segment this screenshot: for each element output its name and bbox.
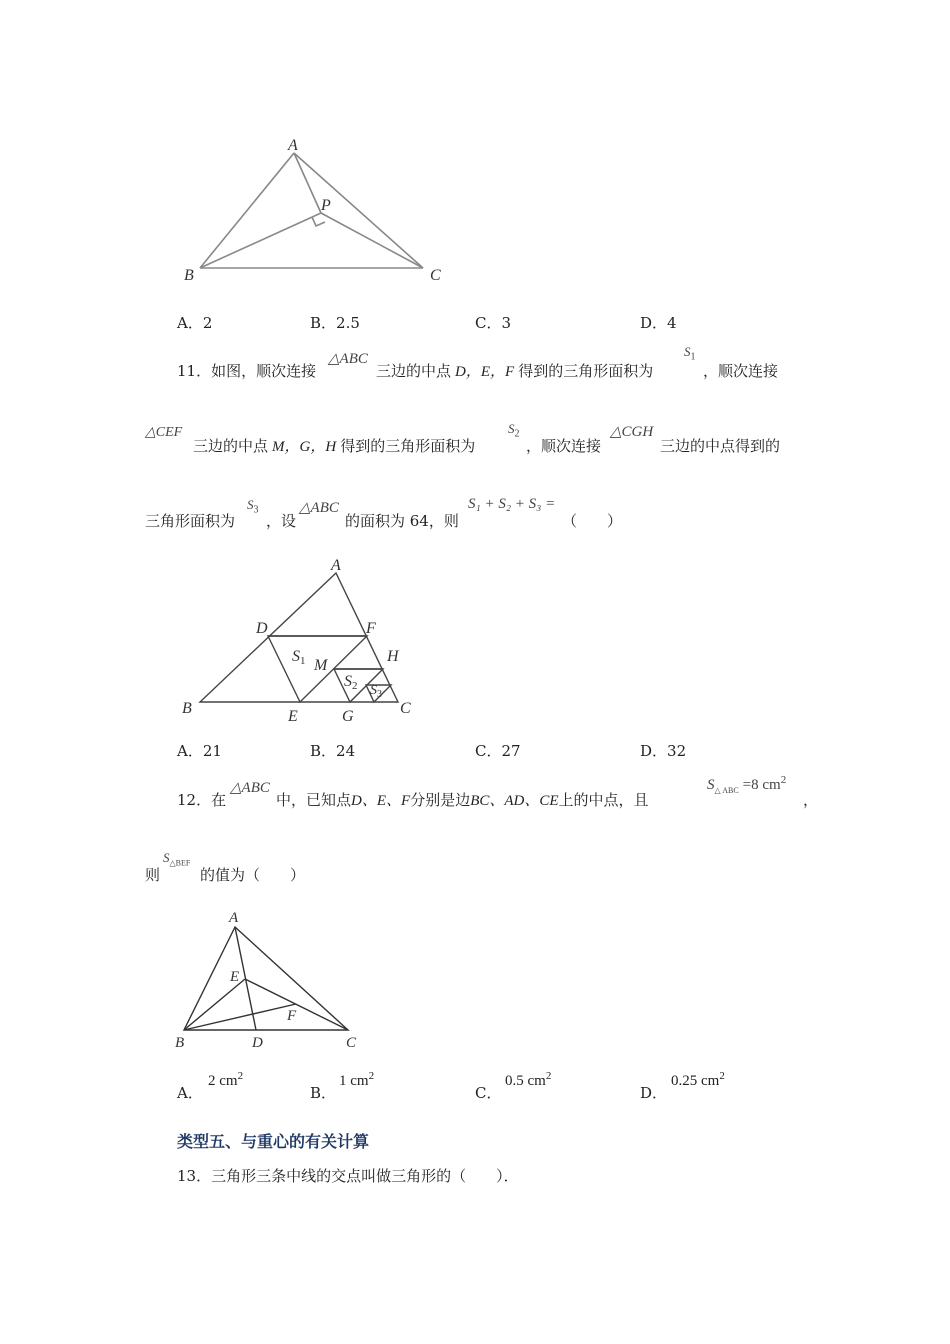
q12-option-d[interactable]: D． 0.25 $cm^2$ (640, 1070, 725, 1102)
q12-comma: ， (803, 791, 819, 809)
q12-line2-b: 的值为（ ） (200, 866, 306, 884)
fig12-label-A: A (229, 910, 239, 926)
q11-option-c[interactable]: C．27 (475, 742, 521, 760)
fig11-label-M: M (314, 657, 328, 674)
q11-tri-abc-2: △ABC (299, 500, 339, 516)
q11-paren: （ ） (562, 512, 623, 530)
q12-line2-a: 则 (145, 866, 161, 884)
q11-option-a[interactable]: A．21 (177, 742, 222, 760)
q11-line2-d: 三边的中点得到的 (660, 437, 781, 455)
q12-tri-abc: △ABC (230, 780, 270, 796)
q11-line2-a: 三边的中点 M，G，H 得到的三角形面积为 (193, 437, 476, 455)
figure-q10 (170, 135, 460, 285)
q11-line1-mid: 三边的中点 D，E，F 得到的三角形面积为 (376, 362, 654, 380)
q10-option-b[interactable]: B．2.5 (310, 314, 360, 332)
q11-sum-expr: S₁ + S₂ + S₃ = (468, 496, 556, 512)
q11-s1: $S_1$ (684, 344, 696, 363)
fig12-label-E: E (230, 969, 240, 985)
q11-line1-end: ，顺次连接 (703, 362, 779, 380)
fig11-label-S3: $S_3$ (370, 683, 382, 700)
label-C: C (430, 267, 441, 284)
fig11-label-S2: S2 (344, 673, 358, 692)
q12-option-c[interactable]: C． 0.5 $cm^2$ (475, 1070, 552, 1102)
figure-q12 (170, 905, 370, 1055)
q11-line3-c: 的面积为 64，则 (345, 512, 459, 530)
fig11-label-G: G (342, 708, 354, 725)
fig11-label-C: C (400, 700, 411, 717)
q11-line2-c: ，顺次连接 (526, 437, 602, 455)
q10-option-a[interactable]: A．2 (177, 314, 213, 332)
q11-tri-cef: △CEF (145, 425, 183, 440)
q12-area-given: $S_{\triangle ABC} =8$ $cm^2$ (707, 774, 787, 795)
q12-line1-mid: 中，已知点D、E、F分别是边BC、AD、CE上的中点，且 (276, 791, 649, 809)
label-A: A (288, 137, 298, 154)
fig11-label-D: D (256, 620, 268, 637)
label-B: B (184, 267, 194, 284)
q10-option-c[interactable]: C．3 (475, 314, 512, 332)
fig12-label-F: F (287, 1008, 297, 1024)
q11-line1-start: 11．如图，顺次连接 (177, 362, 317, 380)
fig12-label-D: D (252, 1035, 263, 1051)
q11-tri-abc: △ABC (328, 351, 368, 367)
fig11-label-S1: S1 (292, 648, 306, 667)
q11-s2: $S_2$ (508, 421, 520, 440)
fig12-label-B: B (175, 1035, 185, 1051)
fig11-label-A: A (331, 557, 341, 574)
q12-option-a[interactable]: A． 2 $cm^2$ (177, 1070, 244, 1102)
q11-line3-a: 三角形面积为 (145, 512, 236, 530)
q13-text: 13．三角形三条中线的交点叫做三角形的（ ）． (177, 1167, 519, 1185)
q11-s3: $S_3$ (247, 497, 259, 516)
fig11-label-E: E (288, 708, 298, 725)
fig11-label-F: F (366, 620, 376, 637)
q12-s-bef: $S_{\triangle BEF}$ (163, 850, 191, 868)
figure-q11 (178, 555, 428, 725)
label-P: P (321, 197, 331, 214)
section-heading-type5: 类型五、与重心的有关计算 (177, 1132, 370, 1151)
fig12-label-C: C (346, 1035, 357, 1051)
q11-option-b[interactable]: B．24 (310, 742, 356, 760)
q11-option-d[interactable]: D．32 (640, 742, 687, 760)
q10-option-d[interactable]: D．4 (640, 314, 677, 332)
q12-line1-start: 12．在 (177, 791, 227, 809)
fig11-label-H: H (387, 648, 399, 665)
fig11-label-B: B (182, 700, 192, 717)
q11-line3-b: ，设 (266, 512, 297, 530)
q12-option-b[interactable]: B． 1 $cm^2$ (310, 1070, 375, 1102)
q11-tri-cgh: △CGH (610, 424, 654, 440)
